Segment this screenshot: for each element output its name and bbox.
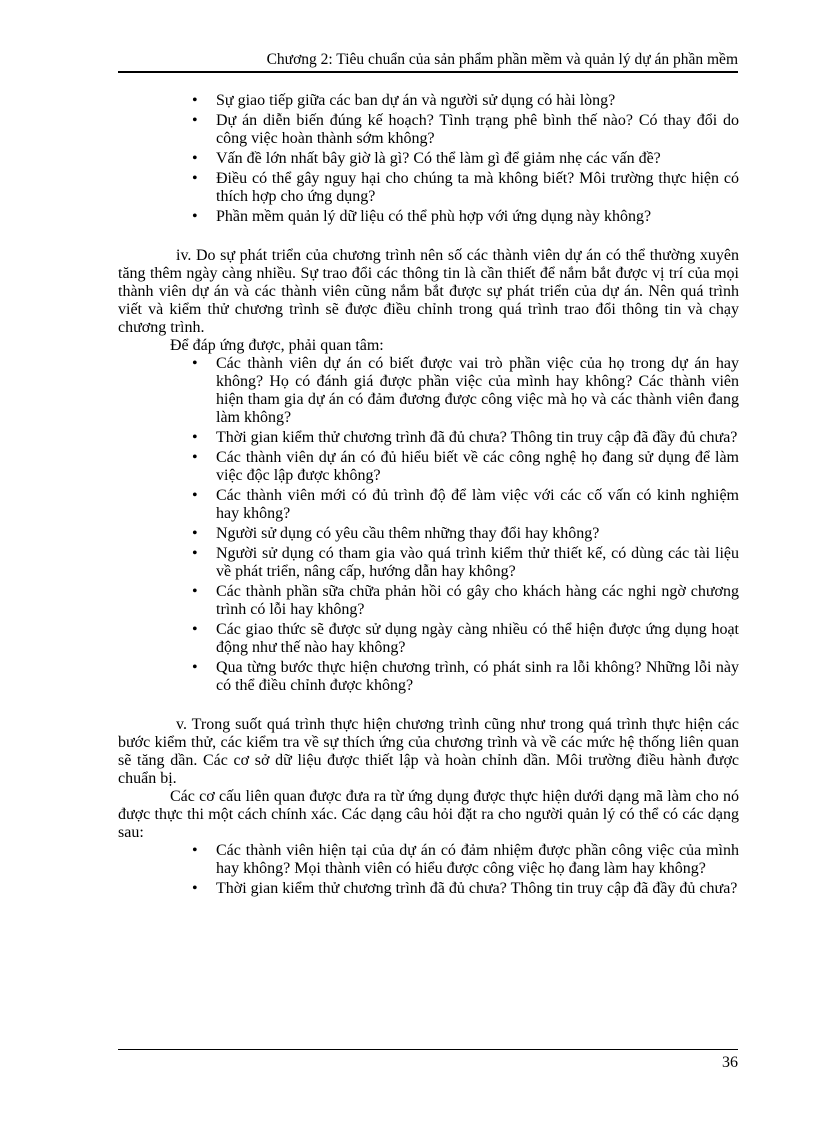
bullet-icon: • — [192, 429, 198, 446]
list-item: • Các thành viên dự án có đủ hiểu biết về các công nghệ họ đang sử dụng để làm việc độc lập được không? — [192, 449, 739, 484]
paragraph-v-2: Các cơ cấu liên quan được đưa ra từ ứng dụng được thực hiện dưới dạng mã làm cho nó được thực thi một cách chính xác. Các dạng câu hỏi đặt ra cho người quản lý có thể có các dạng sau: — [118, 788, 739, 841]
list-item: • Điều có thể gây nguy hại cho chúng ta mà không biết? Môi trường thực hiện có thích hợp cho ứng dụng? — [192, 170, 739, 205]
bullet-icon: • — [192, 208, 198, 225]
page-body — [118, 92, 739, 900]
bullet-icon: • — [192, 880, 198, 897]
bullet-icon: • — [192, 525, 198, 542]
bullet-icon: • — [192, 487, 198, 504]
bullet-icon: • — [192, 112, 198, 129]
list-item: • Các thành viên mới có đủ trình độ để làm việc với các cố vấn có kinh nghiệm hay không? — [192, 487, 739, 522]
bullet-icon: • — [192, 150, 198, 167]
bullet-icon: • — [192, 583, 198, 600]
list-item: • Các thành phần sữa chữa phản hồi có gây cho khách hàng các nghi ngờ chương trình có lỗi hay không? — [192, 583, 739, 618]
running-header: Chương 2: Tiêu chuẩn của sản phẩm phần mềm và quản lý dự án phần mềm — [266, 51, 738, 68]
list-item: • Thời gian kiểm thử chương trình đã đủ chưa? Thông tin truy cập đã đầy đủ chưa? — [192, 429, 738, 446]
header-rule — [118, 71, 738, 73]
paragraph-iv-intro: Để đáp ứng được, phải quan tâm: — [170, 337, 384, 354]
bullet-icon: • — [192, 842, 198, 859]
list-item: • Các giao thức sẽ được sử dụng ngày càng nhiều có thể hiện được ứng dụng hoạt động như thế nào hay không? — [192, 621, 739, 656]
bullet-icon: • — [192, 355, 198, 372]
list-item: • Thời gian kiểm thử chương trình đã đủ chưa? Thông tin truy cập đã đầy đủ chưa? — [192, 880, 738, 897]
paragraph-iv: iv. Do sự phát triển của chương trình nên số các thành viên dự án có thể thường xuyên tăng thêm ngày càng nhiều. Sự trao đổi các thông tin là cần thiết để nắm bắt được vị trí của mọi thành viên dự án và các thành viên cũng nắm bắt được sự phát triển của dự án. Nên quá trình viết và kiểm thử chương trình sẽ được điều chỉnh trong quá trình trao đổi thông tin và chạy chương trình. — [118, 247, 739, 336]
list-item: • Vấn đề lớn nhất bây giờ là gì? Có thể làm gì để giảm nhẹ các vấn đề? — [192, 150, 661, 167]
bullet-icon: • — [192, 449, 198, 466]
list-item: • Phần mềm quản lý dữ liệu có thể phù hợp với ứng dụng này không? — [192, 208, 652, 225]
list-item: • Sự giao tiếp giữa các ban dự án và người sử dụng có hài lòng? — [192, 92, 616, 109]
footer-rule — [118, 1049, 738, 1050]
list-item: • Dự án diễn biến đúng kế hoạch? Tình trạng phê bình thế nào? Có thay đổi do công việc hoàn thành sớm không? — [192, 112, 739, 147]
bullet-icon: • — [192, 92, 198, 109]
list-item: • Người sử dụng có tham gia vào quá trình kiểm thử thiết kế, có dùng các tài liệu về phát triển, nâng cấp, hướng dẫn hay không? — [192, 545, 739, 580]
list-item: • Người sử dụng có yêu cầu thêm những thay đổi hay không? — [192, 525, 600, 542]
list-item: • Các thành viên dự án có biết được vai trò phần việc của họ trong dự án hay không? Họ có đánh giá được phần việc của mình hay không? Các thành viên hiện tham gia dự án có đảm đương được công việc mà họ và các thành viên đang làm không? — [192, 355, 739, 426]
bullet-list-v — [118, 842, 739, 898]
bullet-list-iv — [118, 355, 739, 695]
bullet-icon: • — [192, 621, 198, 638]
page-number: 36 — [722, 1054, 738, 1071]
bullet-icon: • — [192, 545, 198, 562]
bullet-icon: • — [192, 170, 198, 187]
bullet-icon: • — [192, 659, 198, 676]
list-item: • Các thành viên hiện tại của dự án có đảm nhiệm được phần công việc của mình hay không? Mọi thành viên có hiểu được công việc họ đang làm hay không? — [192, 842, 739, 877]
bullet-list-top — [118, 92, 739, 226]
paragraph-v: v. Trong suốt quá trình thực hiện chương trình cũng như trong quá trình thực hiện các bước kiểm thử, các kiểm tra về sự thích ứng của chương trình và về các mức hệ thống liên quan sẽ tăng dần. Các cơ sở dữ liệu được thiết lập và hoàn chỉnh dần. Môi trường điều hành được chuẩn bị. — [118, 716, 739, 787]
list-item: • Qua từng bước thực hiện chương trình, có phát sinh ra lỗi không? Những lỗi này có thể điều chỉnh được không? — [192, 659, 739, 694]
